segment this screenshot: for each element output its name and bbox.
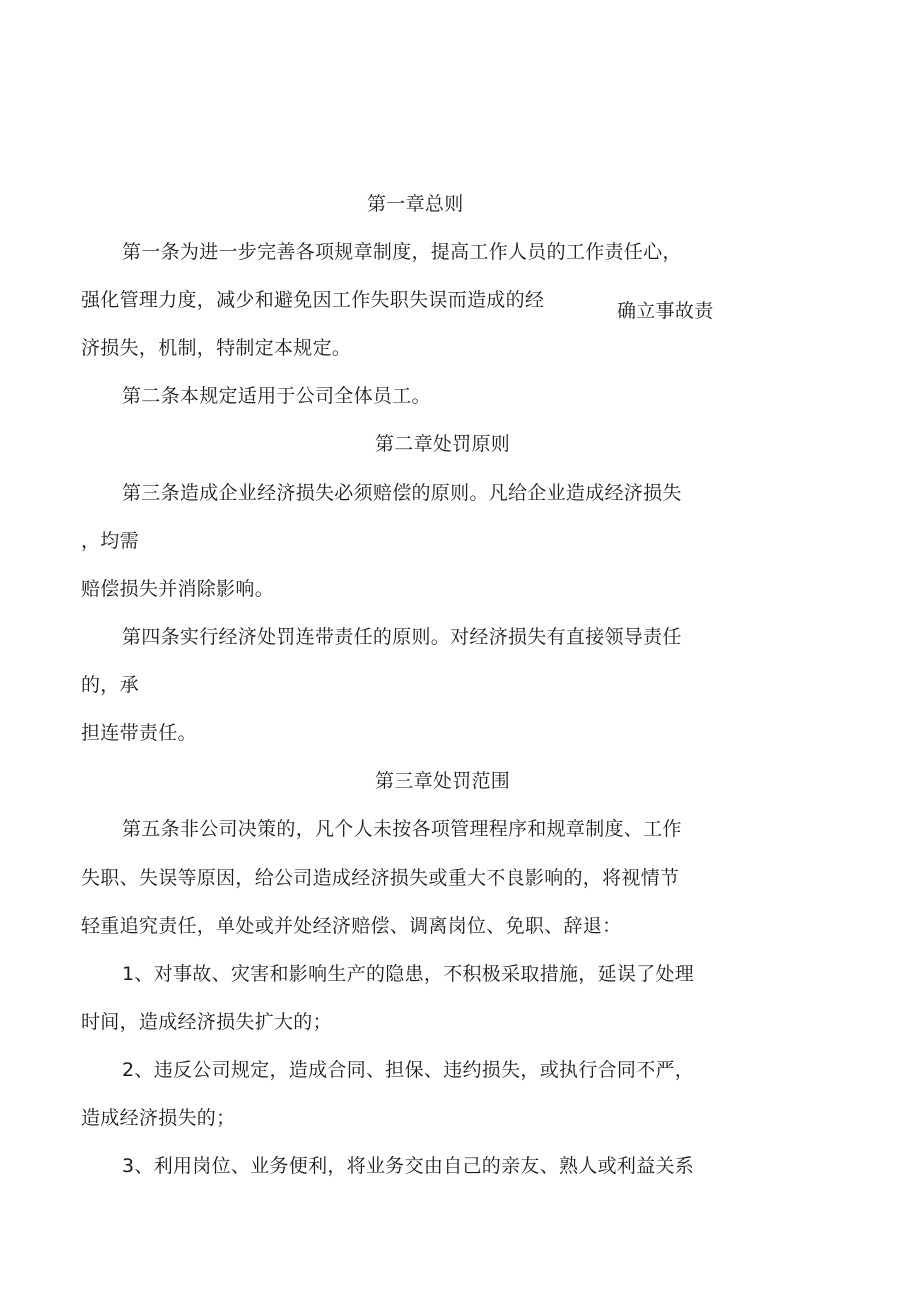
item-3-line-1: 3、利用岗位、业务便利，将业务交由自己的亲友、熟人或利益关系 — [122, 1155, 695, 1177]
article-1-line-1: 第一条为进一步完善各项规章制度，提高工作人员的工作责任心， — [122, 241, 682, 263]
item-1-line-2: 时间，造成经济损失扩大的； — [81, 1011, 332, 1033]
article-5-line-2: 失职、失误等原因，给公司造成经济损失或重大不良影响的，将视情节 — [81, 867, 680, 889]
article-4-line-3: 担连带责任。 — [81, 722, 197, 744]
article-2-line-1: 第二条本规定适用于公司全体员工。 — [122, 385, 431, 407]
item-2-line-1: 2、违反公司规定，造成合同、担保、违约损失，或执行合同不严， — [122, 1059, 695, 1081]
article-3-line-1: 第三条造成企业经济损失必须赔偿的原则。凡给企业造成经济损失 — [122, 482, 682, 504]
article-3-line-2: ，均需 — [81, 530, 139, 552]
chapter-1-heading: 第一章总则 — [367, 193, 464, 215]
article-1-line-3: 济损失，机制，特制定本规定。 — [81, 337, 352, 359]
item-2-line-2: 造成经济损失的； — [81, 1107, 236, 1129]
article-1-floating-fragment: 确立事故责 — [617, 300, 714, 322]
article-1-line-2: 强化管理力度，减少和避免因工作失职失误而造成的经 — [81, 289, 545, 311]
item-1-line-1: 1、对事故、灾害和影响生产的隐患，不积极采取措施，延误了处理 — [122, 963, 695, 985]
article-4-line-2: 的，承 — [81, 674, 139, 696]
chapter-2-heading: 第二章处罚原则 — [375, 433, 511, 455]
article-3-line-3: 赔偿损失并消除影响。 — [81, 578, 275, 600]
article-4-line-1: 第四条实行经济处罚连带责任的原则。对经济损失有直接领导责任 — [122, 626, 682, 648]
article-5-line-3: 轻重追究责任，单处或并处经济赔偿、调离岗位、免职、辞退： — [81, 915, 622, 937]
chapter-3-heading: 第三章处罚范围 — [375, 770, 511, 792]
article-5-line-1: 第五条非公司决策的，凡个人未按各项管理程序和规章制度、工作 — [122, 818, 682, 840]
